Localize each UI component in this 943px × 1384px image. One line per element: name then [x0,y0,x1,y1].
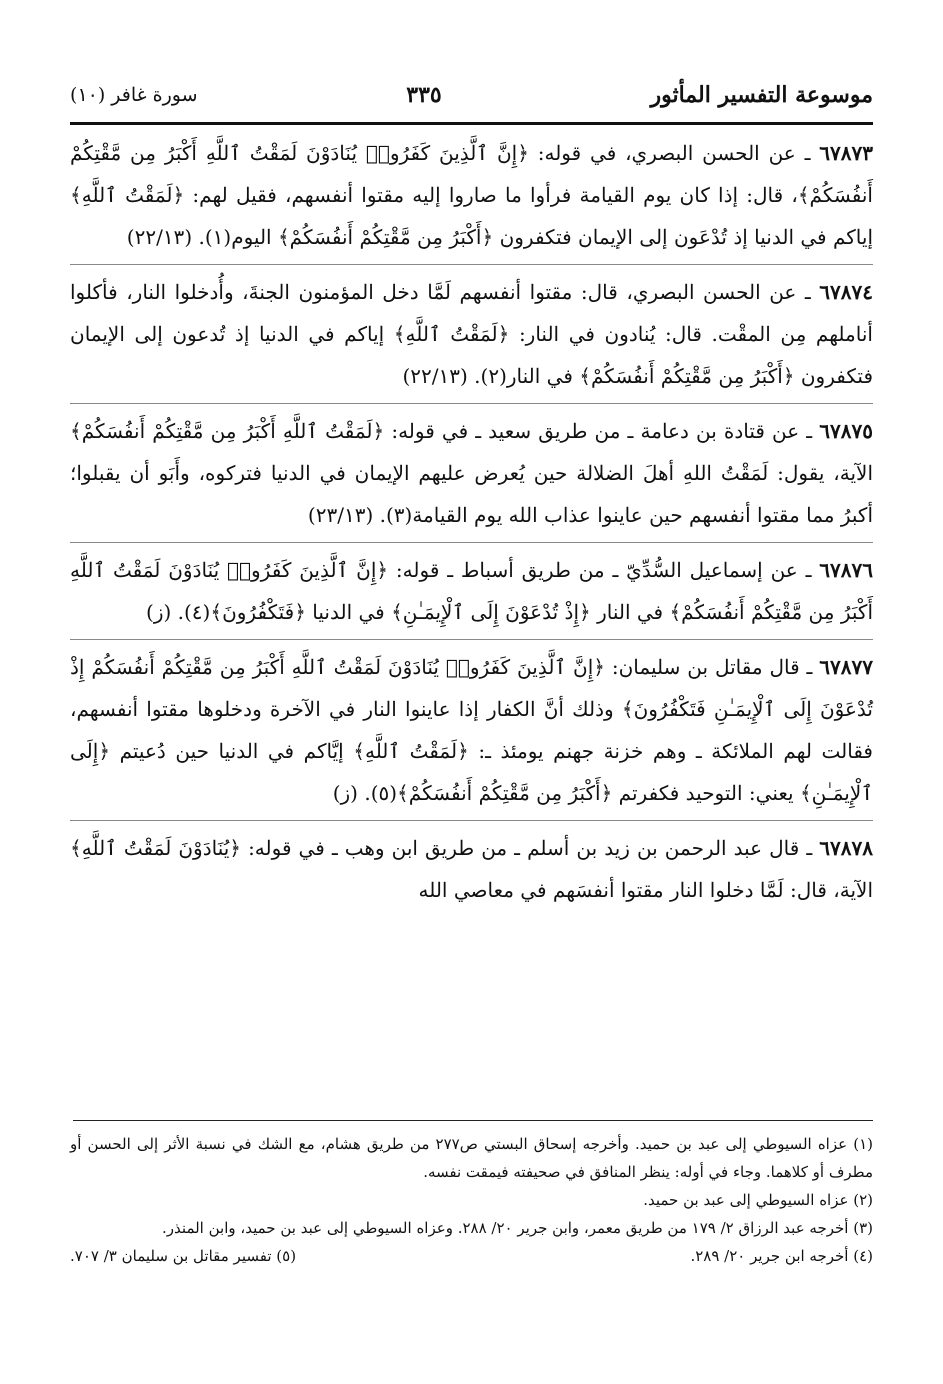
entry-number: ٦٧٨٧٦ [819,558,873,582]
entry-number: ٦٧٨٧٣ [819,141,873,165]
entry-number: ٦٧٨٧٤ [819,280,874,304]
footnote-2: (٢) عزاه السيوطي إلى عبد بن حميد. [643,1191,873,1209]
entry-67876 [70,549,873,640]
footnote-1: (١) عزاه السيوطي إلى عبد بن حميد. وأخرجه إسحاق البستي ص٢٧٧ من طريق هشام، مع الشك في نسبة الأثر إلى الحسن أو مطرف أو كلاهما. وجاء في أوله: ينظر المنافق في صحيفته فيمقت نفسه. [70,1135,873,1181]
entry-text: ـ عن الحسن البصري، قال: مقتوا أنفسهم لَمَّا دخل المؤمنون الجنةَ، وأُدخلوا النار، فأكلوا أناملهم مِن المقْت. قال: يُنادون في النار: ﴿لَمَقْتُ ٱللَّهِ﴾ إياكم في الدنيا إذ تُدعون إلى الإيمان فتكفرون ﴿أَكْبَرُ مِن مَّقْتِكُمْ أَنفُسَكُمْ﴾ في النار(٢). (٢٢/١٣) [70,280,873,388]
footnote-4: (٤) أخرجه ابن جرير ٢٠/ ٢٨٩. [690,1247,873,1265]
entry-number: ٦٧٨٧٧ [819,655,874,679]
entry-number: ٦٧٨٧٨ [819,836,874,860]
footnote-5: (٥) تفسير مقاتل بن سليمان ٣/ ٧٠٧. [70,1247,297,1265]
entry-number: ٦٧٨٧٥ [819,419,873,443]
main-text [70,132,873,923]
entry-text: ـ عن قتادة بن دعامة ـ من طريق سعيد ـ في قوله: ﴿لَمَقْتُ ٱللَّهِ أَكْبَرُ مِن مَّقْتِكُمْ أَنفُسَكُمْ﴾ الآية، يقول: لَمَقْتُ اللهِ أهلَ الضلالة حين يُعرض عليهم الإيمان في الدنيا فتركوه، وأَبَو أن يقبلوا؛ أكبرُ مما مقتوا أنفسهم حين عاينوا عذاب الله يوم القيامة(٣). (٢٣/١٣) [70,419,873,527]
book-title: موسوعة التفسير المأثور [650,82,873,108]
footnote-3: (٣) أخرجه عبد الرزاق ٢/ ١٧٩ من طريق معمر، وابن جرير ٢٠/ ٢٨٨. وعزاه السيوطي إلى عبد بن حميد، وابن المنذر. [162,1219,873,1237]
entry-text: ـ قال عبد الرحمن بن زيد بن أسلم ـ من طريق ابن وهب ـ في قوله: ﴿يُنَادَوْنَ لَمَقْتُ ٱللَّهِ﴾ الآية، قال: لَمَّا دخلوا النار مقتوا أنفسَهم في معاصي الله [70,836,873,902]
entry-text: ـ عن الحسن البصري، في قوله: ﴿إِنَّ ٱلَّذِينَ كَفَرُوا۟ يُنَادَوْنَ لَمَقْتُ ٱللَّهِ أَكْبَرُ مِن مَّقْتِكُمْ أَنفُسَكُمْ﴾، قال: إذا كان يوم القيامة فرأوا ما صاروا إليه مقتوا أنفسهم، فقيل لهم: ﴿لَمَقْتُ ٱللَّهِ﴾ إياكم في الدنيا إذ تُدْعَون إلى الإيمان فتكفرون ﴿أَكْبَرُ مِن مَّقْتِكُمْ أَنفُسَكُمْ﴾ اليوم(١). (٢٢/١٣) [70,141,873,249]
footnote-row [70,1242,873,1270]
entry-text: ـ عن إسماعيل السُّدِّيّ ـ من طريق أسباط ـ قوله: ﴿إِنَّ ٱلَّذِينَ كَفَرُوا۟ يُنَادَوْنَ لَمَقْتُ ٱللَّهِ أَكْبَرُ مِن مَّقْتِكُمْ أَنفُسَكُمْ﴾ في النار ﴿إِذْ تُدْعَوْنَ إِلَى ٱلْإِيمَـٰنِ﴾ في الدنيا ﴿فَتَكْفُرُونَ﴾(٤). (ز) [70,558,873,624]
entry-67877 [70,646,873,821]
page-number: ٣٣٥ [406,82,442,108]
entry-67875 [70,410,873,543]
entry-67878 [70,827,873,917]
footnote-divider [73,1120,873,1121]
sura-name: سورة غافر (١٠) [70,84,198,106]
entry-text: ـ قال مقاتل بن سليمان: ﴿إِنَّ ٱلَّذِينَ كَفَرُوا۟ يُنَادَوْنَ لَمَقْتُ ٱللَّهِ أَكْبَرُ مِن مَّقْتِكُمْ أَنفُسَكُمْ إِذْ تُدْعَوْنَ إِلَى ٱلْإِيمَـٰنِ فَتَكْفُرُونَ﴾ وذلك أنَّ الكفار إذا عاينوا النار في الآخرة ودخلوها مقتوا أنفسهم، فقالت لهم الملائكة ـ وهم خزنة جهنم يومئذ ـ: ﴿لَمَقْتُ ٱللَّهِ﴾ إيَّاكم في الدنيا حين دُعيتم ﴿إِلَى ٱلْإِيمَـٰنِ﴾ يعني: التوحيد فكفرتم ﴿أَكْبَرُ مِن مَّقْتِكُمْ أَنفُسَكُمْ﴾(٥). (ز) [70,655,873,805]
entry-67873 [70,132,873,265]
header-divider [70,122,873,125]
page-header [70,70,873,120]
footnotes [70,1130,873,1270]
entry-67874 [70,271,873,404]
